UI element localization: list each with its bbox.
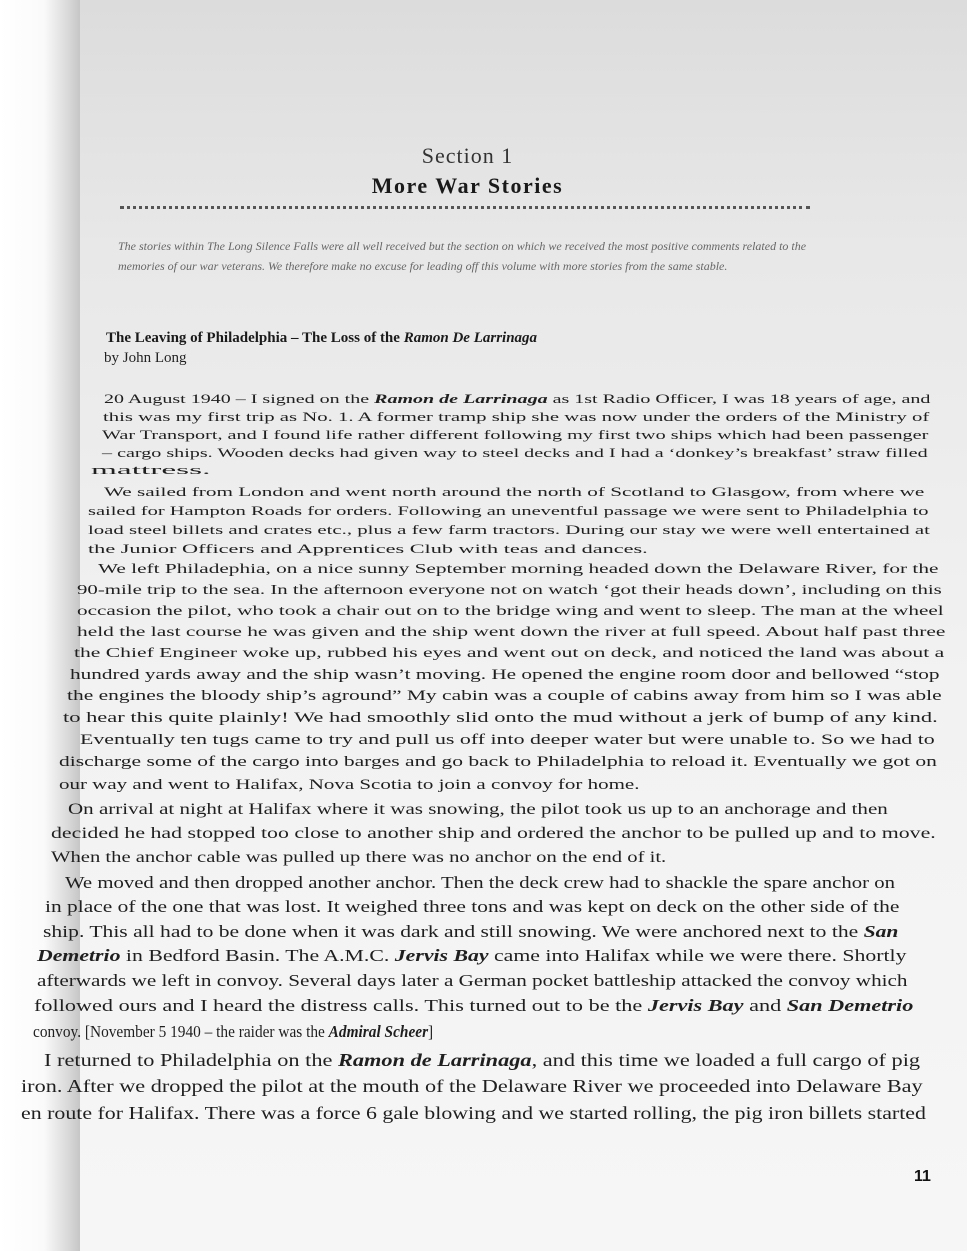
section-title: More War Stories	[371, 173, 564, 198]
body-line: We left Philadephia, on a nice sunny September morning headed down the Delaware River, for the	[98, 562, 939, 577]
ship-name: San	[863, 922, 899, 941]
body-line: War Transport, and I found life rather different following my first two ships which had been passenger	[102, 428, 929, 442]
section-intro: The stories within The Long Silence Falls were all well received but the section on which we received the most positive comments related to the memories of our war veterans. We therefore make no excuse for leading off this volume with more stories from the same stable.	[118, 239, 807, 273]
body-line: in place of the one that was lost. It weighed three tons and was kept on deck on the other side of the	[45, 897, 900, 916]
ship-name: San Demetrio	[786, 996, 914, 1015]
ship-name: Demetrio	[37, 946, 121, 965]
ship-name: Admiral Scheer	[328, 1022, 429, 1041]
section-number: Section 1	[421, 143, 514, 168]
body-line: discharge some of the cargo into barges and go back to Philadelphia to reload it. Eventually we got on	[59, 754, 937, 770]
article-heading	[106, 330, 826, 347]
ship-name: Jervis Bay	[394, 946, 489, 965]
body-line: the Junior Officers and Apprentices Club with teas and dances.	[88, 541, 648, 556]
body-line: this was my first trip as No. 1. A former tramp ship she was now under the orders of the Ministry of	[103, 410, 930, 424]
body-line: held the last course he was given and the ship went down the river at full speed. About half past three	[77, 625, 946, 640]
article-byline: by John Long	[104, 350, 187, 366]
body-line: the Chief Engineer woke up, rubbed his eyes and went out on deck, and noticed the land was about a	[74, 646, 945, 661]
body-line: 90-mile trip to the sea. In the afternoon everyone not on watch ‘got their heads down’, including on this	[77, 583, 942, 598]
body-line: convoy. [November 5 1940 – the raider was the Admiral Scheer]	[33, 1022, 434, 1041]
body-line: the engines the bloody ship’s aground” My cabin was a couple of cabins away from him so I was able	[67, 688, 942, 704]
ship-name: Ramon de Larrinaga	[337, 1050, 532, 1070]
body-line: When the anchor cable was pulled up there was no anchor on the end of it.	[51, 849, 667, 866]
body-line: to hear this quite plainly! We had smoothly slid onto the mud without a jerk of bump of any kind.	[63, 710, 938, 726]
article-heading-ship: Ramon De Larrinaga	[403, 330, 538, 346]
page-number: 11	[914, 1168, 931, 1185]
article-heading-prefix: The Leaving of Philadelphia – The Loss of the	[106, 330, 400, 346]
body-line: Demetrio in Bedford Basin. The A.M.C. Jervis Bay came into Halifax while we were there. Shortly	[37, 946, 907, 965]
body-line: 20 August 1940 – I signed on the Ramon de Larrinaga as 1st Radio Officer, I was 18 years of age, and	[104, 392, 931, 406]
body-line: afterwards we left in convoy. Several days later a German pocket battleship attacked the convoy which	[37, 971, 908, 990]
body-line: followed ours and I heard the distress calls. This turned out to be the Jervis Bay and San Demetrio	[34, 996, 914, 1015]
body-line: iron. After we dropped the pilot at the mouth of the Delaware River we proceeded into Delaware Bay	[21, 1076, 923, 1096]
body-line: – cargo ships. Wooden decks had given way to steel decks and I had a ‘donkey’s breakfast’ straw filled	[102, 446, 928, 460]
body-line: hundred yards away and the ship wasn’t moving. He opened the engine room door and bellowed “stop	[70, 667, 940, 683]
body-line: decided he had stopped too close to another ship and ordered the anchor to be pulled up and to move.	[51, 825, 936, 842]
ship-name: Jervis Bay	[647, 996, 744, 1015]
body-line: We moved and then dropped another anchor. Then the deck crew had to shackle the spare anchor on	[65, 873, 895, 892]
body-line: Eventually ten tugs came to try and pull us off into deeper water but were unable to. So we had to	[80, 732, 935, 748]
body-line: load steel billets and crates etc., plus a few farm tractors. During our stay we were well entertained at	[88, 522, 930, 537]
body-line: I returned to Philadelphia on the Ramon de Larrinaga, and this time we loaded a full cargo of pig	[44, 1050, 921, 1070]
body-line: our way and went to Halifax, Nova Scotia to join a convoy for home.	[59, 777, 640, 793]
body-line: en route for Halifax. There was a force 6 gale blowing and we started rolling, the pig iron billets started	[21, 1103, 926, 1123]
ship-name: Ramon de Larrinaga	[374, 392, 548, 406]
dotted-divider	[120, 206, 810, 209]
body-line: sailed for Hampton Roads for orders. Following an uneventful passage we were sent to Philadelphia to	[88, 503, 929, 518]
body-line: On arrival at night at Halifax where it was snowing, the pilot took us up to an anchorage and then	[68, 801, 888, 818]
body-line: ship. This all had to be done when it was dark and still snowing. We were anchored next to the San	[43, 922, 899, 941]
body-line: occasion the pilot, who took a chair out on to the bridge wing and went to sleep. The man at the wheel	[77, 604, 944, 619]
body-line: We sailed from London and went north around the north of Scotland to Glasgow, from where we	[104, 484, 925, 499]
body-line: mattress.	[91, 463, 211, 477]
